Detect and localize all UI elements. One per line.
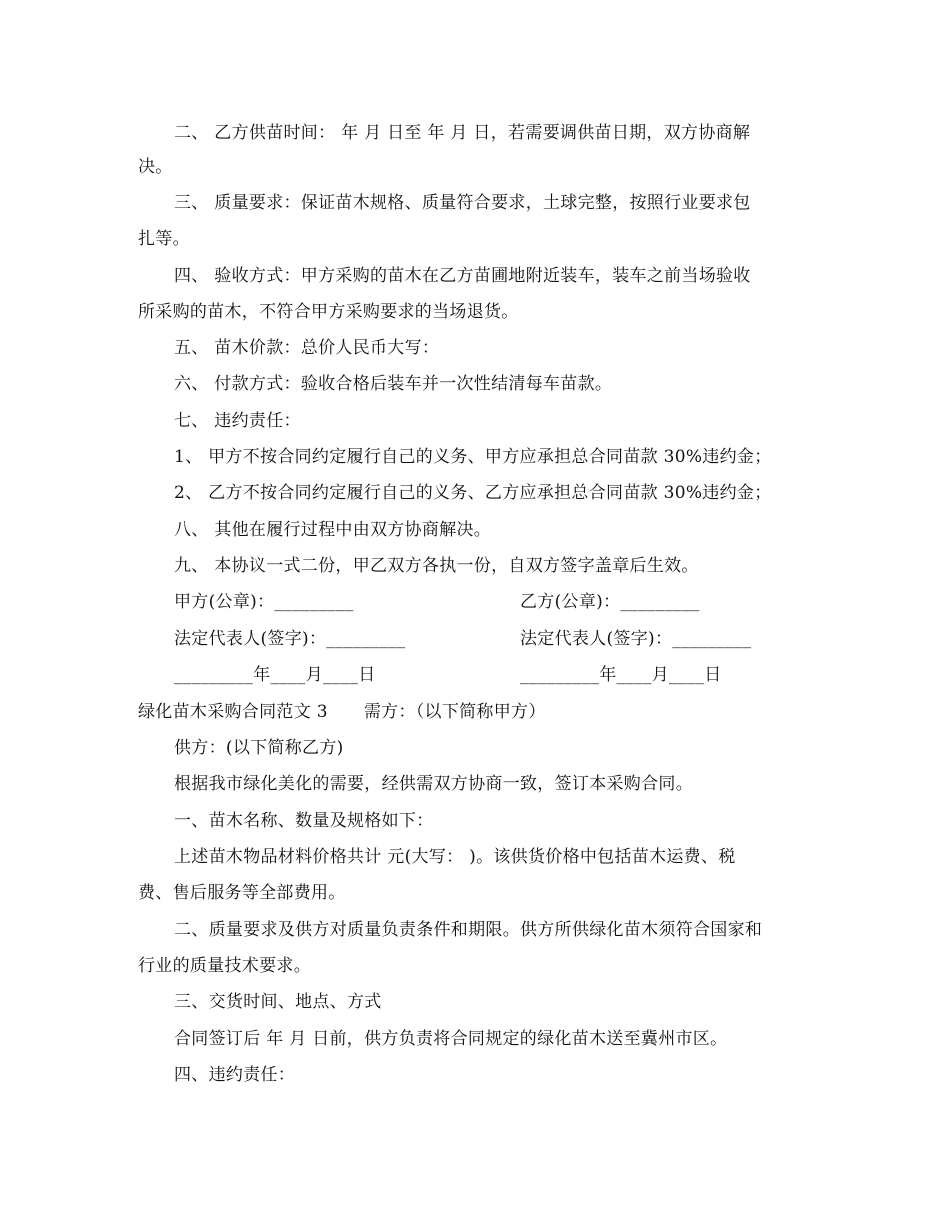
clause-4-acceptance: 四、 验收方式：甲方采购的苗木在乙方苗圃地附近装车，装车之前当场验收 bbox=[174, 266, 751, 286]
section-3-clause-2-continuation: 行业的质量技术要求。 bbox=[138, 956, 311, 976]
party-b-representative: 法定代表人(签字)：_________ bbox=[520, 629, 752, 649]
section-3-title: 绿化苗木采购合同范文 3 bbox=[138, 702, 328, 722]
section-3-price-continuation: 费、售后服务等全部费用。 bbox=[138, 883, 346, 903]
clause-7-item-2: 2、 乙方不按合同约定履行自己的义务、乙方应承担总合同苗款 30%违约金； bbox=[174, 483, 772, 503]
party-a-representative: 法定代表人(签字)：_________ bbox=[174, 629, 406, 649]
section-3-price-line: 上述苗木物品材料价格共计 元(大写： )。该供货价格中包括苗木运费、税 bbox=[174, 847, 736, 867]
section-3-clause-3: 三、交货时间、地点、方式 bbox=[174, 992, 382, 1012]
clause-8-other: 八、 其他在履行过程中由双方协商解决。 bbox=[174, 520, 492, 540]
section-3-heading bbox=[138, 701, 818, 723]
party-a-date: _________年____月____日 bbox=[174, 665, 376, 685]
section-3-clause-4: 四、违约责任： bbox=[174, 1065, 296, 1085]
clause-6-payment: 六、 付款方式：验收合格后装车并一次性结清每车苗款。 bbox=[174, 374, 613, 394]
clause-3-quality: 三、 质量要求：保证苗木规格、质量符合要求，土球完整，按照行业要求包 bbox=[174, 193, 751, 213]
section-3-seller: 供方：(以下简称乙方) bbox=[174, 738, 344, 758]
party-b-date: _________年____月____日 bbox=[520, 665, 722, 685]
clause-5-price: 五、 苗木价款：总价人民币大写： bbox=[174, 338, 440, 358]
section-3-clause-2: 二、质量要求及供方对质量负责条件和期限。供方所供绿化苗木须符合国家和 bbox=[174, 920, 763, 940]
clause-9-copies: 九、 本协议一式二份，甲乙双方各执一份，自双方签字盖章后生效。 bbox=[174, 556, 699, 576]
section-3-buyer: 需方：（以下简称甲方） bbox=[363, 702, 546, 722]
clause-3-continuation: 扎等。 bbox=[138, 229, 190, 249]
clause-7-item-1: 1、 甲方不按合同约定履行自己的义务、甲方应承担总合同苗款 30%违约金； bbox=[174, 447, 772, 467]
clause-2-supply-time: 二、 乙方供苗时间： 年 月 日至 年 月 日，若需要调供苗日期，双方协商解 bbox=[174, 123, 751, 143]
party-b-seal: 乙方(公章)：_________ bbox=[520, 592, 700, 612]
section-3-preamble: 根据我市绿化美化的需要，经供需双方协商一致，签订本采购合同。 bbox=[174, 774, 693, 794]
clause-7-liability: 七、 违约责任： bbox=[174, 411, 301, 431]
section-3-delivery: 合同签订后 年 月 日前，供方负责将合同规定的绿化苗木送至冀州市区。 bbox=[174, 1029, 728, 1049]
clause-4-continuation: 所采购的苗木，不符合甲方采购要求的当场退货。 bbox=[138, 302, 519, 322]
clause-2-continuation: 决。 bbox=[138, 157, 173, 177]
party-a-seal: 甲方(公章)：_________ bbox=[174, 592, 354, 612]
section-3-clause-1: 一、苗木名称、数量及规格如下： bbox=[174, 811, 434, 831]
